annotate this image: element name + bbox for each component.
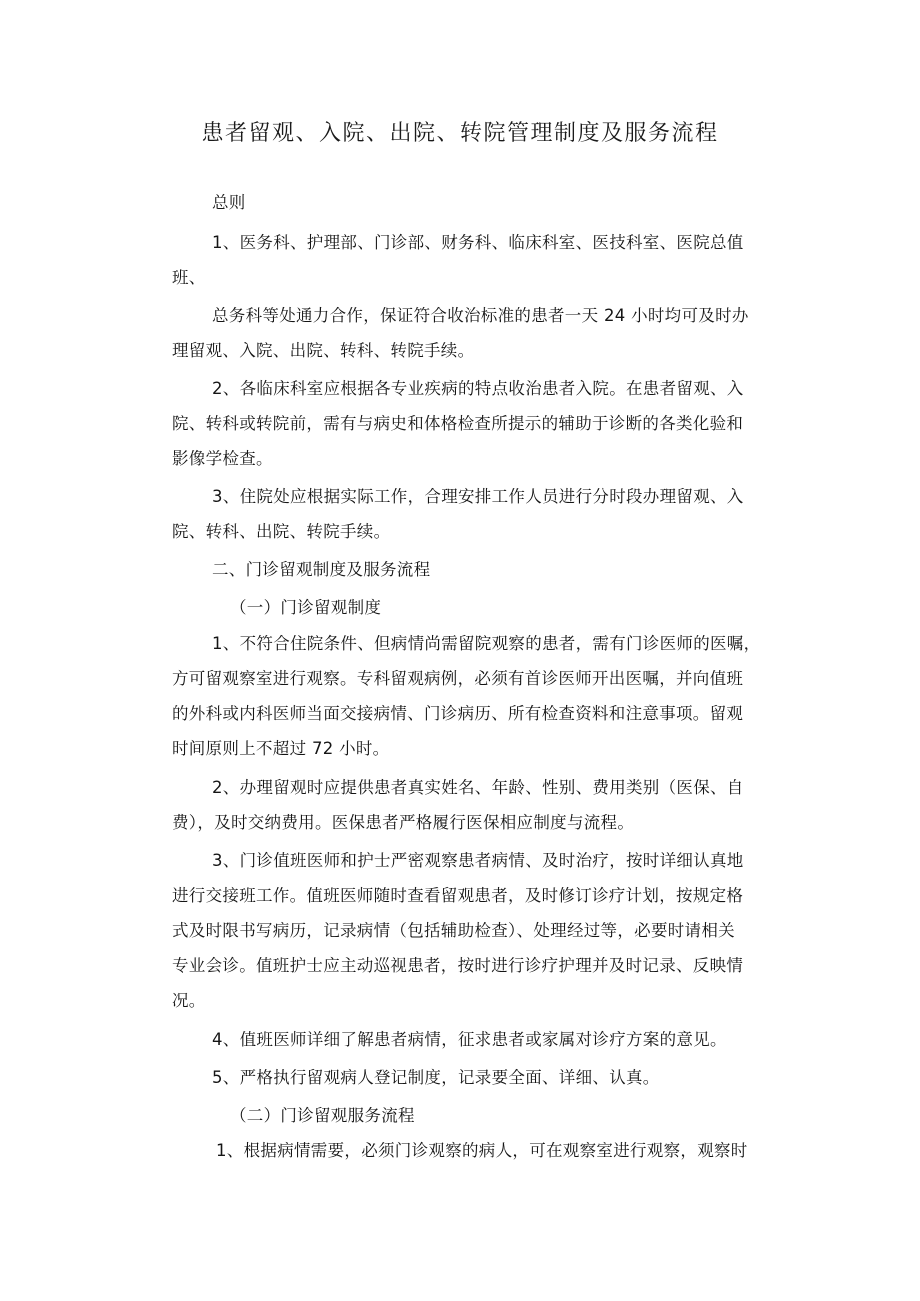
paragraph-line: 总则 — [212, 193, 246, 212]
paragraph-line: 费），及时交纳费用。医保患者严格履行医保相应制度与流程。 — [172, 813, 635, 832]
paragraph-line: 方可留观察室进行观察。专科留观病例，必须有首诊医师开出医嘱，并向值班 — [172, 669, 744, 688]
paragraph-line: 影像学检查。 — [172, 449, 273, 468]
paragraph-line: 3、门诊值班医师和护士严密观察患者病情、及时治疗，按时详细认真地 — [212, 851, 744, 870]
paragraph-line: 1、医务科、护理部、门诊部、财务科、临床科室、医技科室、医院总值 — [212, 233, 744, 252]
paragraph-line: 时间原则上不超过 72 小时。 — [172, 739, 390, 758]
paragraph-line: 况。 — [172, 991, 206, 1010]
paragraph-line: 总务科等处通力合作，保证符合收治标准的患者一天 24 小时均可及时办 — [212, 306, 749, 325]
paragraph-line: 1、根据病情需要，必须门诊观察的病人，可在观察室进行观察，观察时 — [216, 1141, 748, 1160]
paragraph-line: 院、转科或转院前，需有与病史和体格检查所提示的辅助于诊断的各类化验和 — [172, 414, 744, 433]
paragraph-line: 专业会诊。值班护士应主动巡视患者，按时进行诊疗护理并及时记录、反映情 — [172, 956, 744, 975]
paragraph-line: 1、不符合住院条件、但病情尚需留院观察的患者，需有门诊医师的医嘱， — [212, 634, 761, 653]
paragraph-line: 进行交接班工作。值班医师随时查看留观患者，及时修订诊疗计划，按规定格 — [172, 886, 744, 905]
section-heading: 二、门诊留观制度及服务流程 — [212, 560, 431, 579]
subsection-heading: （二）门诊留观服务流程 — [230, 1106, 415, 1125]
paragraph-line: 4、值班医师详细了解患者病情，征求患者或家属对诊疗方案的意见。 — [212, 1030, 727, 1049]
document-title: 患者留观、入院、出院、转院管理制度及服务流程 — [201, 121, 719, 146]
paragraph-line: 2、办理留观时应提供患者真实姓名、年龄、性别、费用类别（医保、自 — [212, 778, 744, 797]
paragraph-line: 式及时限书写病历，记录病情（包括辅助检查）、处理经过等，必要时请相关 — [172, 921, 735, 940]
paragraph-line: 理留观、入院、出院、转科、转院手续。 — [172, 341, 475, 360]
paragraph-line: 5、严格执行留观病人登记制度，记录要全面、详细、认真。 — [212, 1068, 660, 1087]
paragraph-line: 班、 — [172, 268, 206, 287]
paragraph-line: 3、住院处应根据实际工作，合理安排工作人员进行分时段办理留观、入 — [212, 487, 744, 506]
paragraph-line: 2、各临床科室应根据各专业疾病的特点收治患者入院。在患者留观、入 — [212, 379, 744, 398]
subsection-heading: （一）门诊留观制度 — [230, 598, 382, 617]
paragraph-line: 的外科或内科医师当面交接病情、门诊病历、所有检查资料和注意事项。留观 — [172, 704, 744, 723]
paragraph-line: 院、转科、出院、转院手续。 — [172, 522, 391, 541]
